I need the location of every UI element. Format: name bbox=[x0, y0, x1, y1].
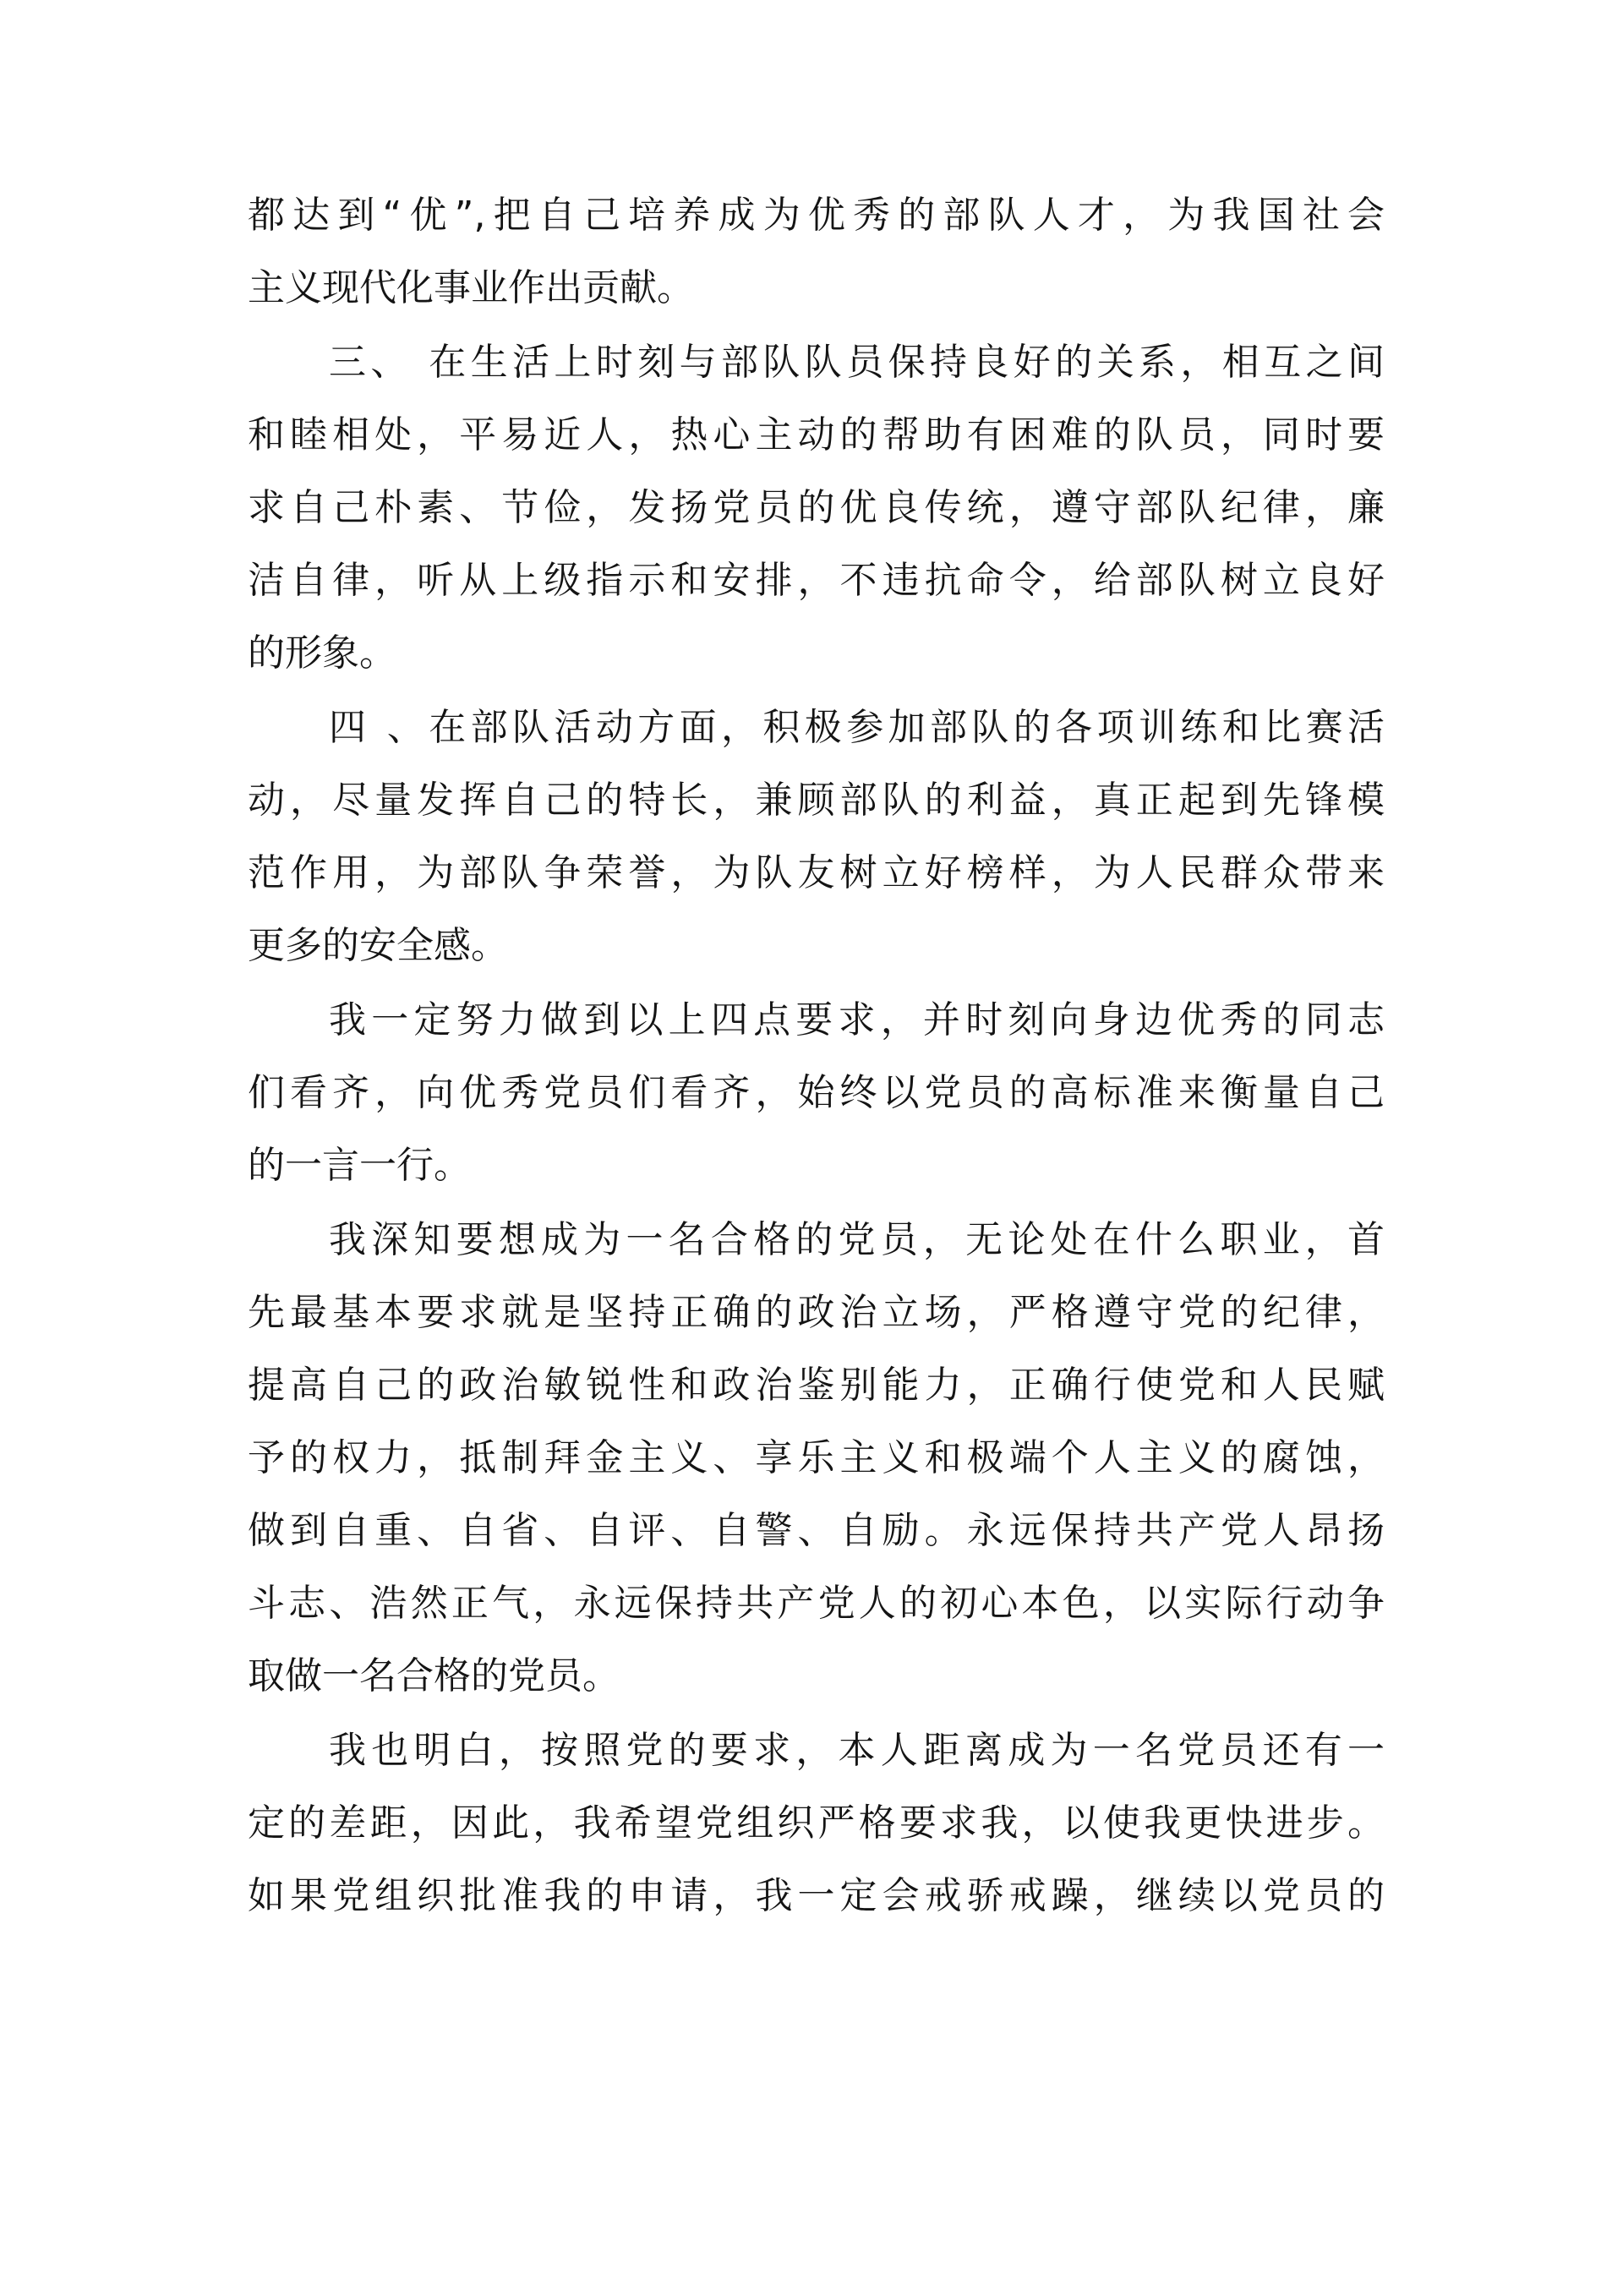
text-line: 的一言一行。 bbox=[248, 1144, 471, 1187]
text-line: 我一定努力做到以上四点要求，并时刻向身边优秀的同志 bbox=[329, 998, 1385, 1041]
paragraph bbox=[248, 1204, 1385, 1713]
paragraph bbox=[248, 692, 1385, 982]
text-line: 洁自律，听从上级指示和安排，不违抗命令，给部队树立良好 bbox=[248, 559, 1385, 602]
text-line: 动，尽量发挥自己的特长，兼顾部队的利益，真正起到先锋模 bbox=[248, 779, 1385, 822]
text-line: 都达到“优”,把自己培养成为优秀的部队人才，为我国社会 bbox=[248, 194, 1385, 237]
text-line: 斗志、浩然正气，永远保持共产党人的初心本色，以实际行动争 bbox=[248, 1582, 1385, 1625]
paragraph bbox=[248, 179, 1385, 325]
text-line: 四 、在部队活动方面，积极参加部队的各项训练和比赛活 bbox=[329, 706, 1385, 749]
paragraph bbox=[248, 984, 1385, 1202]
text-line: 们看齐，向优秀党员们看齐，始终以党员的高标准来衡量自己 bbox=[248, 1071, 1385, 1114]
text-line: 更多的安全感。 bbox=[248, 924, 508, 967]
paragraph bbox=[248, 326, 1385, 690]
text-line: 先最基本要求就是坚持正确的政治立场，严格遵守党的纪律， bbox=[248, 1291, 1385, 1334]
paragraph bbox=[248, 1714, 1385, 1932]
text-line: 如果党组织批准我的申请，我一定会戒骄戒躁，继续以党员的 bbox=[248, 1874, 1385, 1917]
text-line: 予的权力，抵制拜金主义、享乐主义和极端个人主义的腐蚀， bbox=[248, 1436, 1385, 1479]
text-line: 的形象。 bbox=[248, 631, 396, 675]
text-line: 主义现代化事业作出贡献。 bbox=[248, 266, 694, 309]
text-line: 和睦相处，平易近人，热心主动的帮助有困难的队员，同时要 bbox=[248, 413, 1385, 456]
text-line: 范作用，为部队争荣誉，为队友树立好榜样，为人民群众带来 bbox=[248, 851, 1385, 894]
text-line: 提高自己的政治敏锐性和政治鉴别能力，正确行使党和人民赋 bbox=[248, 1364, 1385, 1407]
text-line: 三、 在生活上时刻与部队队员保持良好的关系，相互之间 bbox=[329, 341, 1385, 384]
text-line: 求自己朴素、节俭，发扬党员的优良传统，遵守部队纪律，廉 bbox=[248, 486, 1385, 529]
text-line: 做到自重、自省、自评、自警、自励。永远保持共产党人昂扬 bbox=[248, 1509, 1385, 1552]
text-line: 定的差距，因此，我希望党组织严格要求我，以使我更快进步。 bbox=[248, 1801, 1385, 1845]
text-line: 我也明白，按照党的要求，本人距离成为一名党员还有一 bbox=[329, 1729, 1385, 1772]
text-line: 取做一名合格的党员。 bbox=[248, 1654, 620, 1697]
text-line: 我深知要想成为一名合格的党员，无论处在什么职业，首 bbox=[329, 1218, 1385, 1261]
document-body bbox=[248, 179, 1385, 1932]
